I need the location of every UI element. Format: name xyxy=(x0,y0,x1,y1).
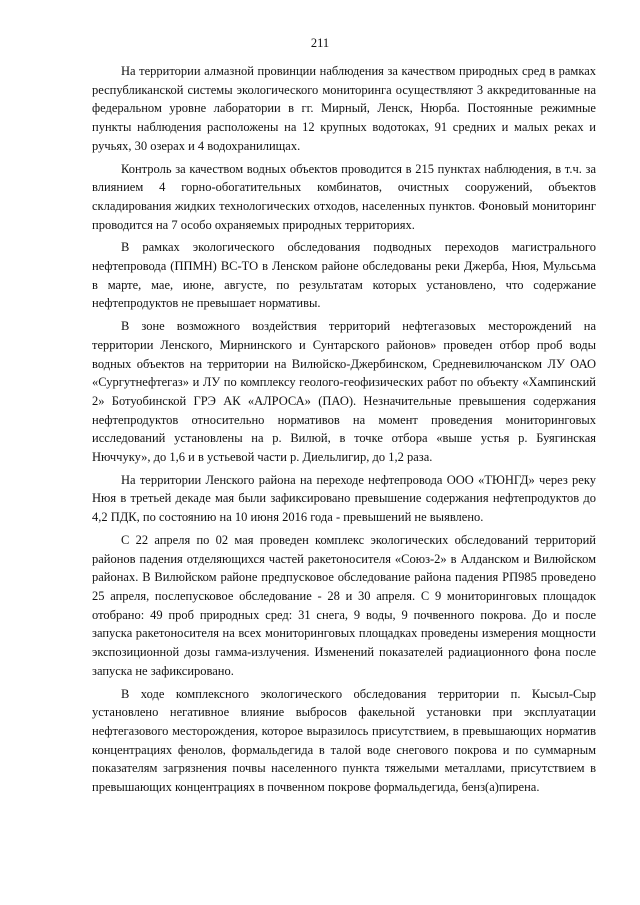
paragraph-6: С 22 апреля по 02 мая проведен комплекс экологических обследований территорий районов падения отделяющихся частей ракетоносителя «Союз-2» в Алданском и Вилюйском районах. В Вилюйском районе предпусковое обследование района падения РП985 проведено 25 апреля, послепусковое обследование - 28 и 30 апреля. С 9 мониторинговых площадок отобрано: 49 проб природных сред: 31 снега, 9 воды, 9 почвенного покрова. До и после запуска ракетоносителя на всех мониторинговых площадках проведены измерения мощности экспозиционной дозы гамма-излучения. Изменений показателей радиационного фона после запуска не зафиксировано. xyxy=(92,532,596,678)
paragraph-4: В зоне возможного воздействия территорий нефтегазовых месторождений на территории Ленского, Мирнинского и Сунтарского районов» проведен отбор проб воды водных объектов на территории на Вилюйско-Джербинском, Средневилючанском ЛУ ОАО «Сургутнефтегаз» и ЛУ по комплексу геолого-геофизических работ по объекту «Хампинский 2» Ботуобинской ГРЭ АК «АЛРОСА» (ПАО). Незначительные превышения содержания нефтепродуктов относительно нормативов на момент проведения мониторинговых исследований установлены на р. Вилюй, в точке отбора «выше устья р. Буягинская Нюччуку», до 1,6 и в устьевой части р. Диельлигир, до 1,2 раза. xyxy=(92,319,596,465)
paragraph-1: На территории алмазной провинции наблюдения за качеством природных сред в рамках республиканской системы экологического мониторинга осуществляют 3 аккредитованные на федеральном уровне лаборатории в гг. Мирный, Ленск, Нюрба. Постоянные режимные пункты наблюдения расположены на 12 крупных водотоках, 91 средних и малых реках и ручьях, 30 озерах и 4 водохранилищах. xyxy=(92,64,596,153)
paragraph-3: В рамках экологического обследования подводных переходов магистрального нефтепровода (ППМН) ВС-ТО в Ленском районе обследованы реки Джерба, Нюя, Мульсьма в марте, мае, июне, августе, по результатам которых установлено, что содержание нефтепродуктов не превышает нормативы. xyxy=(92,240,596,311)
paragraph-2: Контроль за качеством водных объектов проводится в 215 пунктах наблюдения, в т.ч. за влиянием 4 горно-обогатительных комбинатов, очистных сооружений, объектов складирования жидких технологических отходов, населенных пунктов. Фоновый мониторинг проводится на 7 особо охраняемых природных территориях. xyxy=(92,161,596,232)
document-body xyxy=(92,62,596,801)
page-number: 211 xyxy=(310,36,330,50)
paragraph-5: На территории Ленского района на переходе нефтепровода ООО «ТЮНГД» через реку Нюя в третьей декаде мая были зафиксировано превышение содержания нефтепродуктов до 4,2 ПДК, по состоянию на 10 июня 2016 года - превышений не выявлено. xyxy=(92,472,596,525)
paragraph-7: В ходе комплексного экологического обследования территории п. Кысыл-Сыр установлено негативное влияние выбросов факельной установки при эксплуатации нефтегазового месторождения, которое выразилось присутствием, в превышающих норматив концентрациях фенолов, формальдегида в талой воде снегового покрова и по суммарным показателям загрязнения почвы населенного пункта тяжелыми металлами, присутствием в превышающих концентрациях в почвенном покрове формальдегида, бенз(а)пирена. xyxy=(92,686,596,795)
